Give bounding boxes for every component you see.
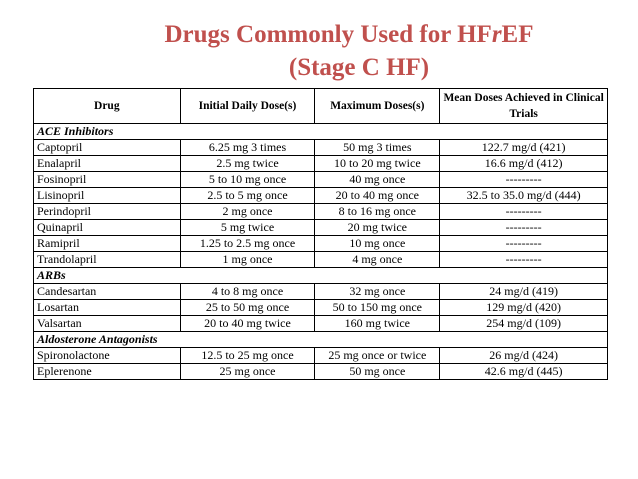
initial-dose-cell: 5 to 10 mg once — [180, 172, 315, 188]
group-label: ACE Inhibitors — [34, 124, 608, 140]
initial-dose-cell: 25 to 50 mg once — [180, 300, 315, 316]
drug-name-cell: Captopril — [34, 140, 181, 156]
group-row — [34, 268, 608, 284]
drug-name-cell: Trandolapril — [34, 252, 181, 268]
header-initial-dose: Initial Daily Dose(s) — [180, 89, 315, 124]
maximum-dose-cell: 32 mg once — [315, 284, 440, 300]
mean-dose-cell: --------- — [440, 220, 608, 236]
mean-dose-cell: --------- — [440, 252, 608, 268]
mean-dose-cell: --------- — [440, 172, 608, 188]
drug-name-cell: Fosinopril — [34, 172, 181, 188]
maximum-dose-cell: 25 mg once or twice — [315, 348, 440, 364]
table-row — [34, 140, 608, 156]
drug-name-cell: Valsartan — [34, 316, 181, 332]
table-row — [34, 300, 608, 316]
drug-name-cell: Ramipril — [34, 236, 181, 252]
table-row — [34, 220, 608, 236]
initial-dose-cell: 2 mg once — [180, 204, 315, 220]
maximum-dose-cell: 40 mg once — [315, 172, 440, 188]
maximum-dose-cell: 8 to 16 mg once — [315, 204, 440, 220]
table-row — [34, 172, 608, 188]
initial-dose-cell: 2.5 to 5 mg once — [180, 188, 315, 204]
table-row — [34, 364, 608, 380]
title-prefix: Drugs Commonly Used for HF — [164, 21, 492, 48]
group-row — [34, 332, 608, 348]
table-row — [34, 156, 608, 172]
initial-dose-cell: 1 mg once — [180, 252, 315, 268]
table-row — [34, 348, 608, 364]
drug-name-cell: Eplerenone — [34, 364, 181, 380]
initial-dose-cell: 5 mg twice — [180, 220, 315, 236]
maximum-dose-cell: 50 to 150 mg once — [315, 300, 440, 316]
mean-dose-cell: 129 mg/d (420) — [440, 300, 608, 316]
table-row — [34, 236, 608, 252]
title-italic-r: r — [491, 21, 502, 48]
table-row — [34, 284, 608, 300]
drug-name-cell: Perindopril — [34, 204, 181, 220]
maximum-dose-cell: 10 mg once — [315, 236, 440, 252]
title-line-1 — [0, 18, 638, 51]
initial-dose-cell: 12.5 to 25 mg once — [180, 348, 315, 364]
header-drug: Drug — [34, 89, 181, 124]
table-row — [34, 188, 608, 204]
maximum-dose-cell: 50 mg 3 times — [315, 140, 440, 156]
table-body — [34, 124, 608, 380]
drug-name-cell: Spironolactone — [34, 348, 181, 364]
drug-name-cell: Lisinopril — [34, 188, 181, 204]
initial-dose-cell: 4 to 8 mg once — [180, 284, 315, 300]
drug-name-cell: Losartan — [34, 300, 181, 316]
maximum-dose-cell: 4 mg once — [315, 252, 440, 268]
initial-dose-cell: 6.25 mg 3 times — [180, 140, 315, 156]
mean-dose-cell: --------- — [440, 236, 608, 252]
maximum-dose-cell: 20 mg twice — [315, 220, 440, 236]
mean-dose-cell: --------- — [440, 204, 608, 220]
title-line-2: (Stage C HF) — [288, 54, 430, 81]
drug-dose-table — [33, 88, 608, 380]
table-row — [34, 252, 608, 268]
maximum-dose-cell: 50 mg once — [315, 364, 440, 380]
initial-dose-cell: 20 to 40 mg twice — [180, 316, 315, 332]
drug-name-cell: Quinapril — [34, 220, 181, 236]
initial-dose-cell: 1.25 to 2.5 mg once — [180, 236, 315, 252]
initial-dose-cell: 25 mg once — [180, 364, 315, 380]
mean-dose-cell: 16.6 mg/d (412) — [440, 156, 608, 172]
group-label: ARBs — [34, 268, 608, 284]
drug-name-cell: Enalapril — [34, 156, 181, 172]
group-row — [34, 124, 608, 140]
initial-dose-cell: 2.5 mg twice — [180, 156, 315, 172]
table-header-row — [34, 89, 608, 124]
table-row — [34, 316, 608, 332]
maximum-dose-cell: 10 to 20 mg twice — [315, 156, 440, 172]
maximum-dose-cell: 20 to 40 mg once — [315, 188, 440, 204]
mean-dose-cell: 254 mg/d (109) — [440, 316, 608, 332]
header-mean-dose: Mean Doses Achieved in Clinical Trials — [440, 89, 608, 124]
mean-dose-cell: 42.6 mg/d (445) — [440, 364, 608, 380]
maximum-dose-cell: 160 mg twice — [315, 316, 440, 332]
table-row — [34, 204, 608, 220]
title-suffix: EF — [501, 21, 534, 48]
mean-dose-cell: 32.5 to 35.0 mg/d (444) — [440, 188, 608, 204]
mean-dose-cell: 122.7 mg/d (421) — [440, 140, 608, 156]
mean-dose-cell: 26 mg/d (424) — [440, 348, 608, 364]
drug-name-cell: Candesartan — [34, 284, 181, 300]
group-label: Aldosterone Antagonists — [34, 332, 608, 348]
mean-dose-cell: 24 mg/d (419) — [440, 284, 608, 300]
slide-title — [0, 18, 638, 84]
header-maximum-dose: Maximum Doses(s) — [315, 89, 440, 124]
